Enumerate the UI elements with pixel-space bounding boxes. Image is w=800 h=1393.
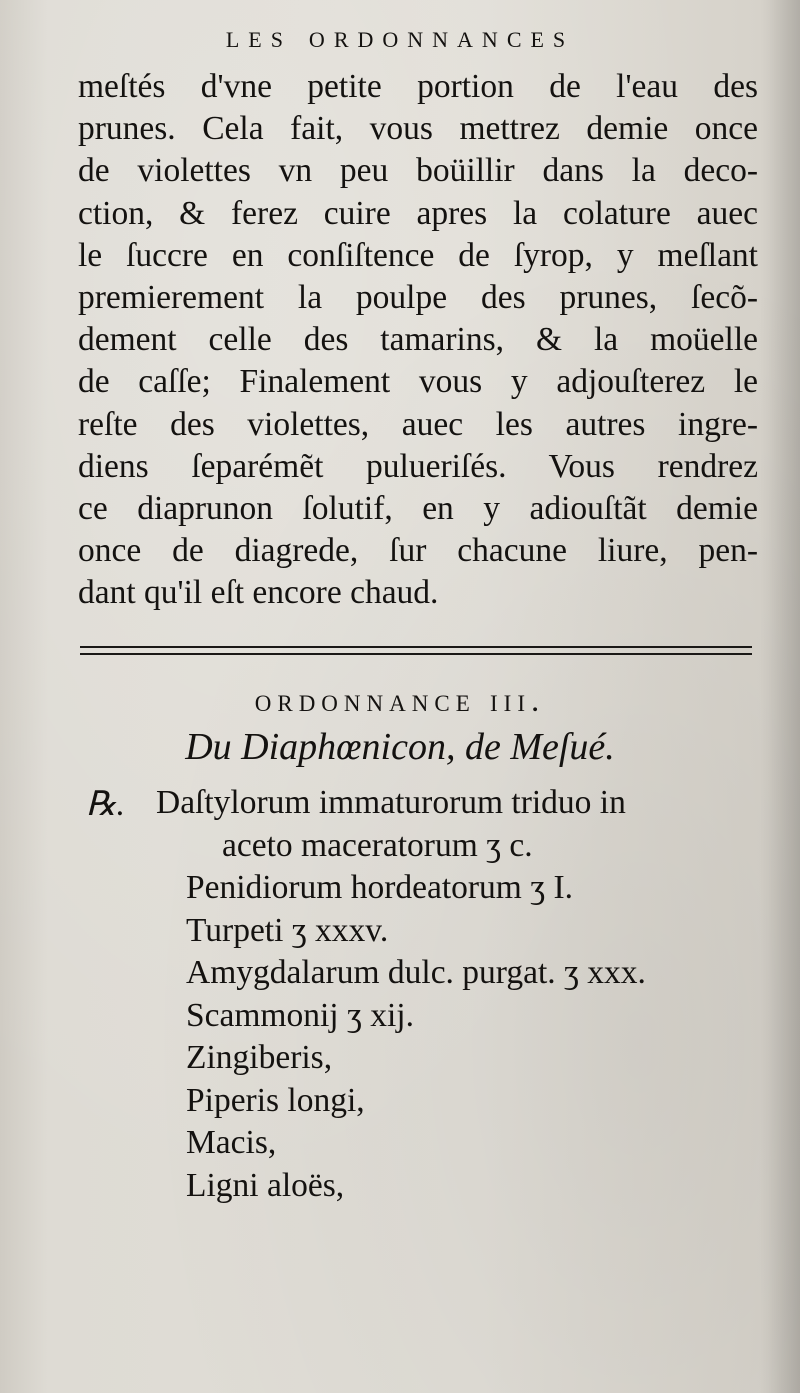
paragraph-line: de caſſe; Finalement vous y adjouſterez le bbox=[78, 363, 758, 401]
paragraph-line: ce diaprunon ſolutif, en y adiouſtãt demie bbox=[78, 490, 758, 528]
recipe-line: Piperis longi, bbox=[186, 1081, 365, 1119]
section-divider bbox=[80, 646, 752, 648]
recipe-line: Zingiberis, bbox=[186, 1039, 333, 1076]
recipe-list bbox=[156, 782, 756, 1207]
paragraph-line: dant qu'il eſt encore chaud. bbox=[78, 574, 439, 612]
section-divider bbox=[80, 653, 752, 655]
paragraph bbox=[78, 66, 758, 615]
section-subheading: Du Diaphœnicon, de Meſué. bbox=[185, 726, 615, 768]
recipe-line: Scammonij ʒ xij. bbox=[186, 996, 414, 1034]
paragraph-line: ction, & ferez cuire apres la colature auec bbox=[78, 194, 758, 232]
paragraph-line: prunes. Cela fait, vous mettrez demie once bbox=[78, 110, 758, 148]
paragraph-line: dement celle des tamarins, & la moüelle bbox=[78, 321, 758, 359]
paragraph-line: de violettes vn peu boüillir dans la deco- bbox=[78, 152, 758, 190]
recipe-line: Macis, bbox=[186, 1124, 277, 1161]
paragraph-line: once de diagrede, ſur chacune liure, pen- bbox=[78, 532, 758, 570]
section-heading: ordonnance iii. bbox=[254, 683, 546, 719]
paragraph-line: le ſuccre en conſiſtence de ſyrop, y meſlant bbox=[78, 236, 758, 274]
paragraph-line: reſte des violettes, auec les autres ingre- bbox=[78, 405, 758, 443]
recipe-line: Penidiorum hordeatorum ʒ I. bbox=[186, 869, 574, 906]
recipe-line: Turpeti ʒ xxxv. bbox=[186, 911, 389, 949]
recipe-line: Amygdalarum dulc. purgat. ʒ xxx. bbox=[186, 954, 646, 991]
paragraph-line: meſtés d'vne petite portion de l'eau des bbox=[78, 68, 758, 105]
recipe-line: aceto maceratorum ʒ c. bbox=[222, 826, 533, 864]
recipe-line: Daſtylorum immaturorum triduo in bbox=[156, 784, 626, 821]
recipe-symbol: ℞. bbox=[86, 786, 125, 823]
running-head: les ordonnances bbox=[225, 18, 575, 54]
paragraph-line: premierement la poulpe des prunes, ſecõ- bbox=[78, 279, 758, 317]
paragraph-line: diens ſeparémẽt pulueriſés. Vous rendrez bbox=[78, 447, 758, 485]
recipe-line: Ligni aloës, bbox=[186, 1166, 345, 1204]
